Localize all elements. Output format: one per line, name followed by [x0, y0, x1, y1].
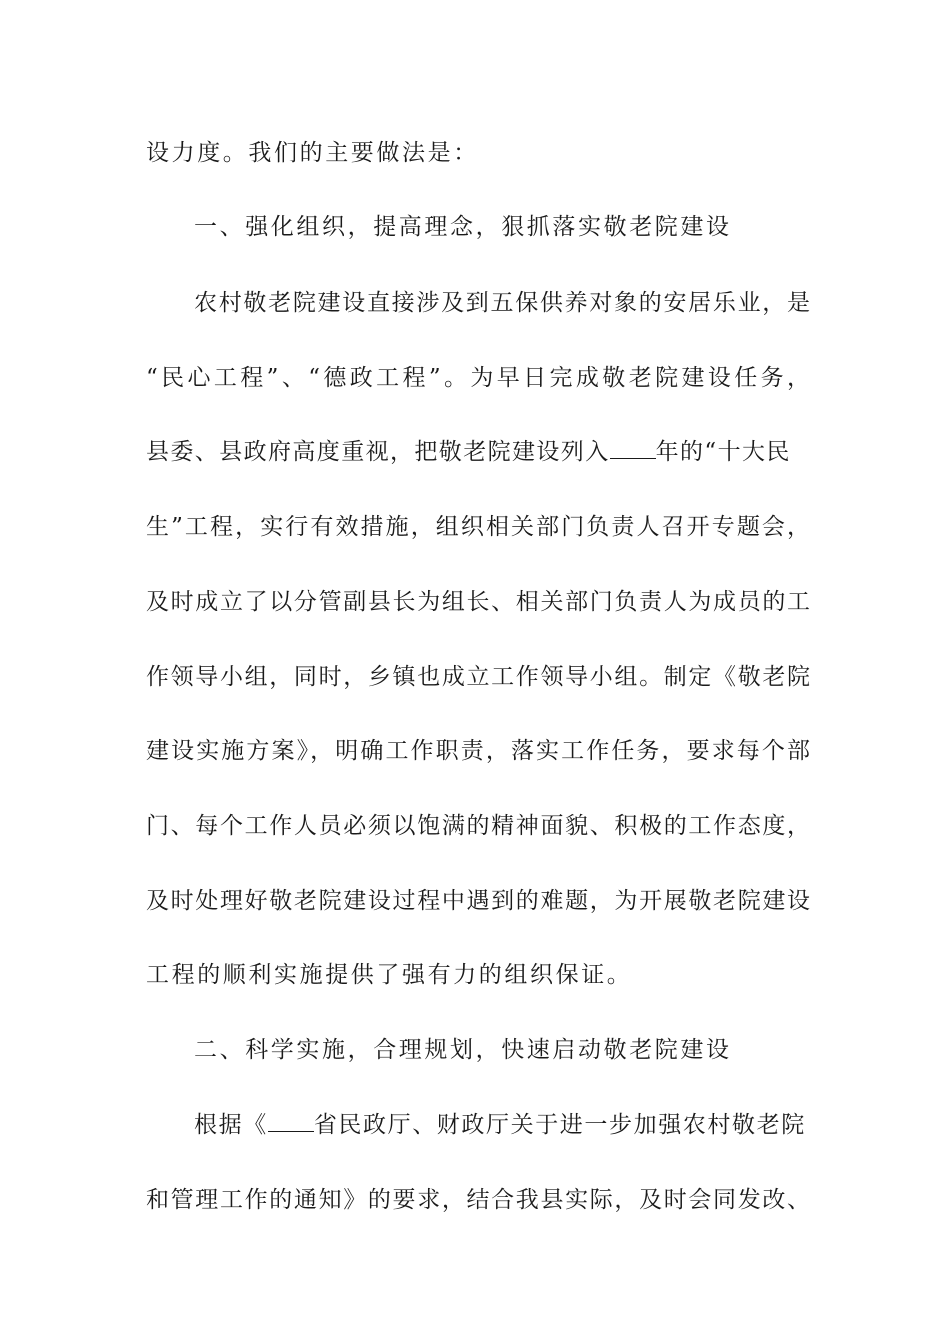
text-line-3: 农村敬老院建设直接涉及到五保供养对象的安居乐业，是: [194, 290, 810, 316]
text-line-6: 生”工程，实行有效措施，组织相关部门负责人召开专题会，: [146, 514, 810, 540]
blank-underline: [610, 436, 656, 459]
text-line-7: 及时成立了以分管副县长为组长、相关部门负责人为成员的工: [146, 589, 810, 615]
section-heading-1: 一、强化组织，提高理念，狠抓落实敬老院建设: [194, 214, 732, 240]
text-segment: 根据《: [194, 1112, 268, 1138]
text-line-10: 门、每个工作人员必须以饱满的精神面貌、积极的工作态度，: [146, 813, 810, 839]
text-line-9: 建设实施方案》，明确工作职责，落实工作任务，要求每个部: [146, 738, 810, 764]
text-line-4: “民心工程”、“德政工程”。为早日完成敬老院建设任务，: [146, 365, 810, 391]
text-line-12: 工程的顺利实施提供了强有力的组织保证。: [146, 962, 633, 988]
text-line-1: 设力度。我们的主要做法是：: [146, 140, 479, 166]
text-line-11: 及时处理好敬老院建设过程中遇到的难题，为开展敬老院建设: [146, 888, 810, 914]
text-line-14: [194, 1105, 810, 1145]
text-segment: 县委、县政府高度重视，把敬老院建设列入: [146, 439, 610, 465]
text-line-8: 作领导小组，同时，乡镇也成立工作领导小组。制定《敬老院: [146, 664, 810, 690]
blank-underline: [268, 1109, 314, 1132]
text-line-15: 和管理工作的通知》的要求，结合我县实际，及时会同发改、: [146, 1187, 810, 1213]
section-heading-2: 二、科学实施，合理规划，快速启动敬老院建设: [194, 1037, 732, 1063]
text-segment: 省民政厅、财政厅关于进一步加强农村敬老院: [313, 1112, 806, 1138]
text-line-5: [146, 432, 810, 472]
text-segment: 年的“十大民: [655, 439, 791, 465]
